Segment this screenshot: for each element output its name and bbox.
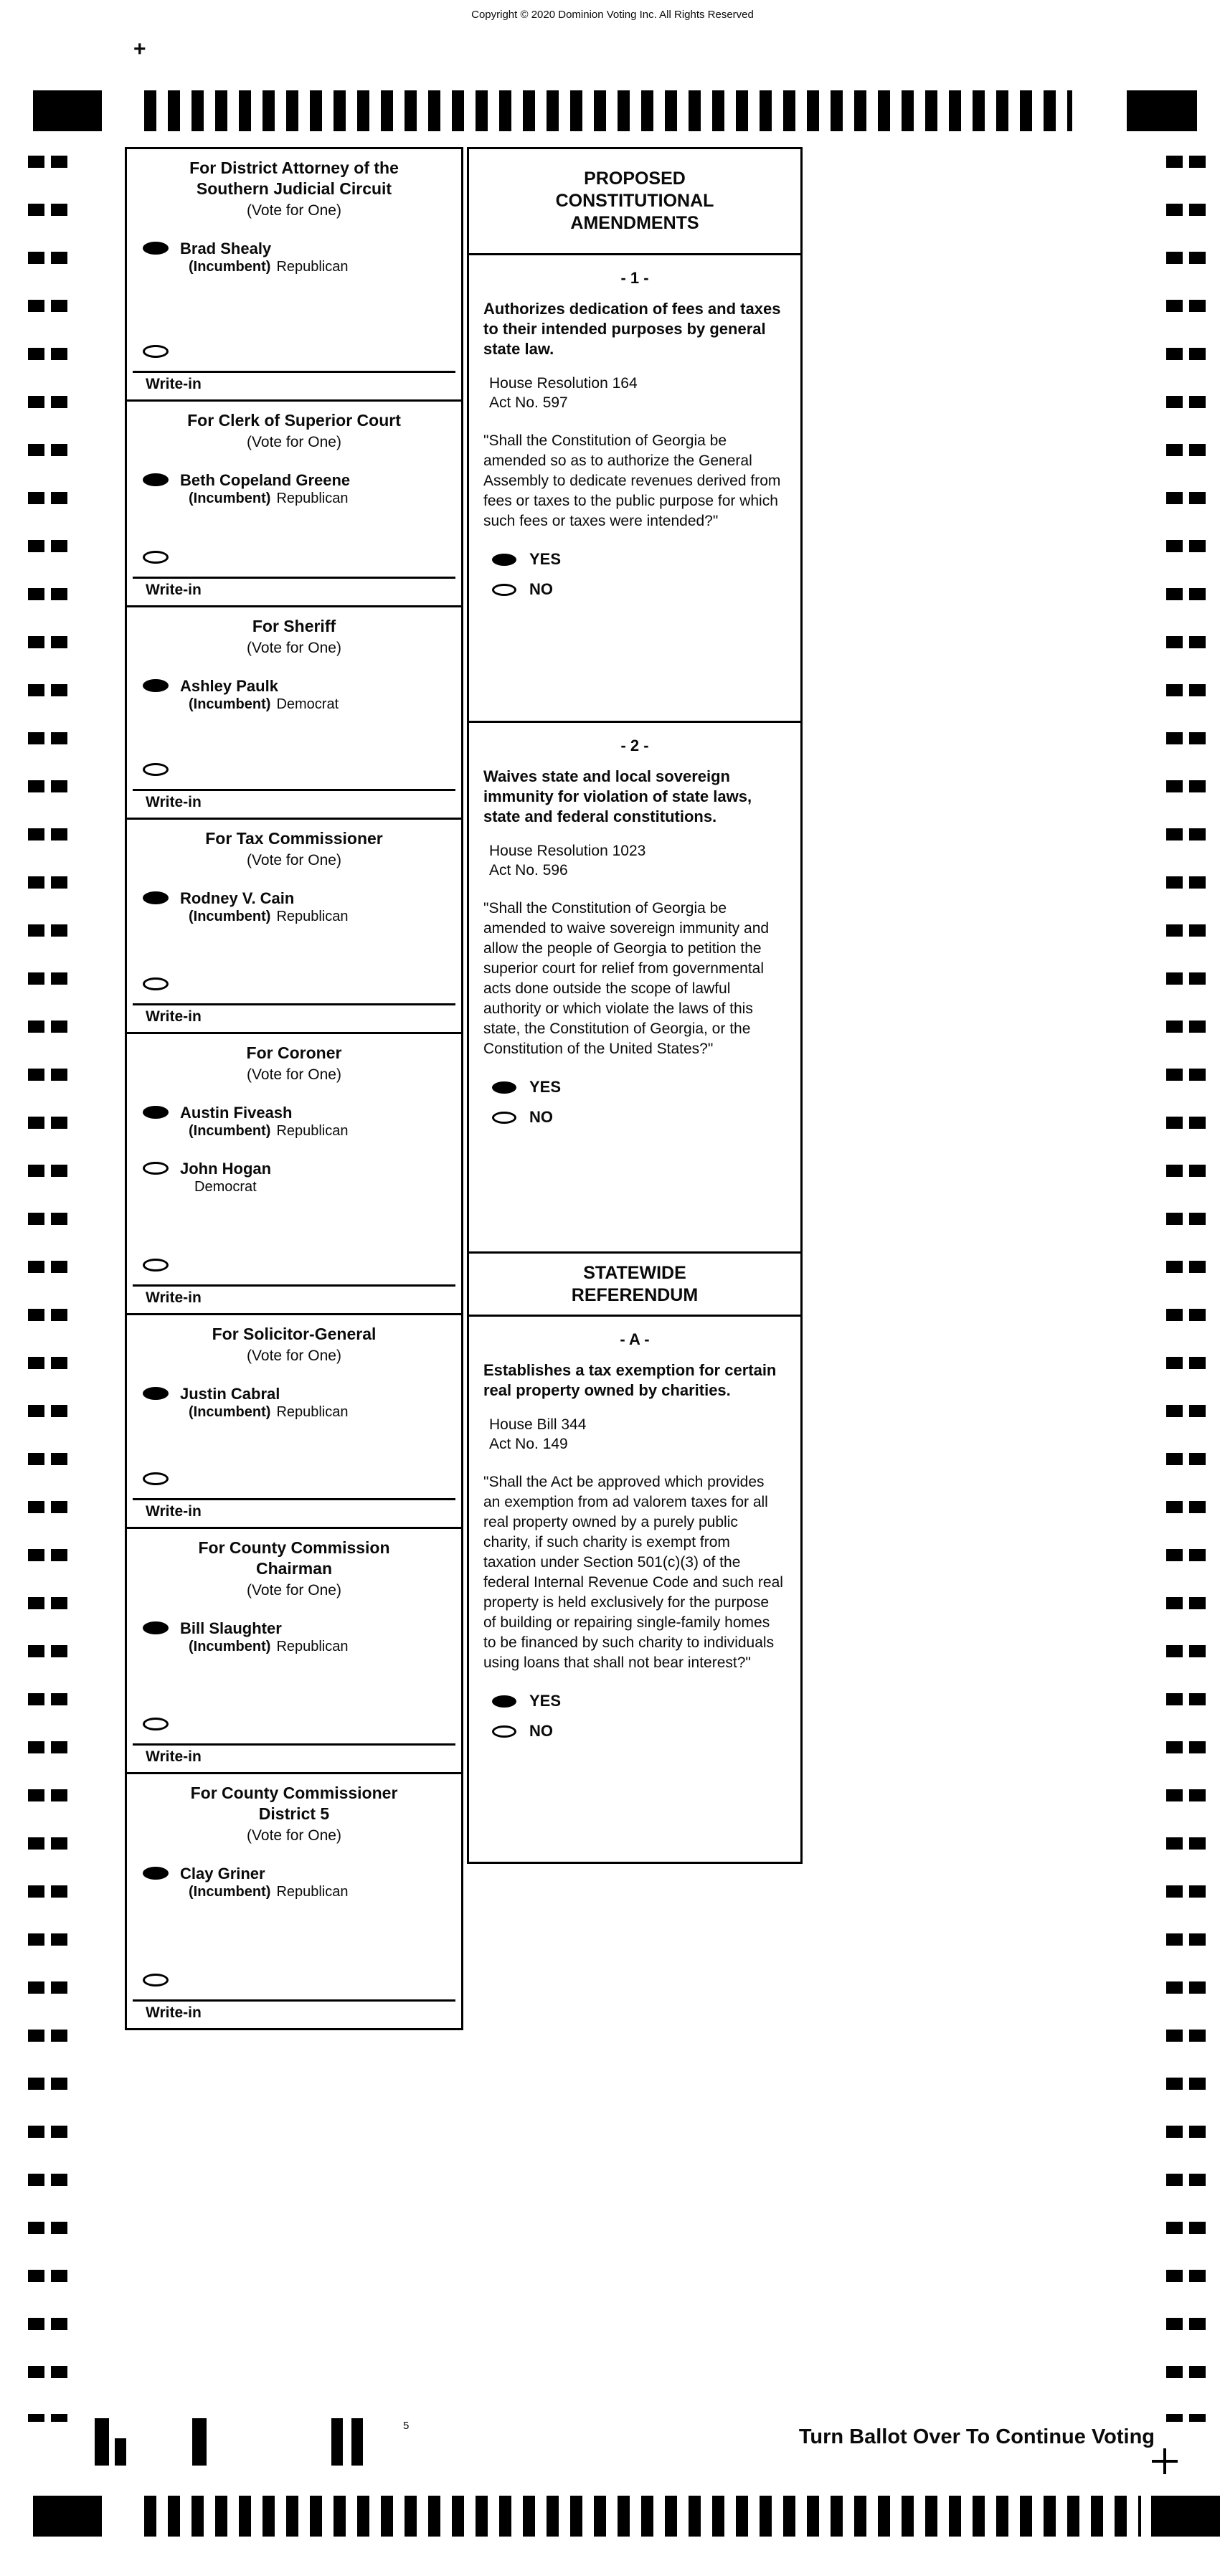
write-in-line: [133, 1743, 455, 1746]
race-title: For District Attorney of the: [189, 158, 399, 177]
candidate-oval[interactable]: [143, 1387, 169, 1400]
write-in-option-row: [143, 1256, 450, 1272]
measure-authority: [489, 1415, 786, 1454]
write-in-label: Write-in: [146, 1008, 202, 1025]
write-in-oval[interactable]: [143, 1259, 169, 1272]
candidate-designation: [180, 1638, 349, 1656]
authority-line-2: Act No. 596: [489, 862, 568, 879]
no-row: [492, 580, 786, 599]
race-title: For County Commission: [198, 1538, 390, 1557]
measure-authority: [489, 841, 786, 880]
vote-for-instruction: (Vote for One): [247, 1582, 341, 1599]
no-row: [492, 1108, 786, 1127]
measure-summary: Waives state and local sovereign immunity for violation of state laws, state and federal constitutions.: [483, 767, 752, 825]
candidate-party: Republican: [276, 1884, 349, 1900]
vote-for-instruction: (Vote for One): [247, 852, 341, 868]
candidate-row: [143, 1619, 450, 1656]
amendment-2-section: [469, 723, 800, 1254]
race-sheriff: [127, 607, 461, 820]
candidate-name: Bill Slaughter: [180, 1619, 282, 1637]
measure-number: - 2 -: [620, 737, 649, 754]
candidate-incumbent-label: (Incumbent): [189, 259, 271, 275]
candidate-info: [180, 1864, 349, 1901]
authority-line-2: Act No. 597: [489, 394, 568, 411]
write-in-option-row: [143, 342, 450, 358]
write-in-line: [133, 371, 455, 373]
candidate-name: John Hogan: [180, 1160, 272, 1178]
candidate-info: [180, 470, 350, 508]
candidate-oval[interactable]: [143, 1867, 169, 1880]
candidate-designation: [180, 1178, 271, 1196]
candidate-row: [143, 239, 450, 276]
race-title: For Sheriff: [252, 617, 336, 635]
yes-label: YES: [529, 550, 562, 568]
stub-mark: [331, 2418, 343, 2466]
race-title: For Coroner: [246, 1043, 342, 1062]
yes-label: YES: [529, 1078, 562, 1096]
write-in-line: [133, 577, 455, 579]
write-in-line: [133, 1284, 455, 1287]
referendum-a-section: [469, 1317, 800, 1862]
write-in-option-row: [143, 975, 450, 990]
no-oval[interactable]: [492, 1725, 516, 1738]
measures-column: [467, 147, 803, 1864]
timing-marks-left-inner: [51, 156, 67, 2422]
candidate-party: Democrat: [194, 1179, 257, 1195]
stub-mark: [115, 2438, 126, 2466]
candidate-row: [143, 1159, 450, 1196]
candidate-designation: [180, 1403, 349, 1421]
candidate-party: Democrat: [276, 696, 339, 712]
write-in-oval[interactable]: [143, 1718, 169, 1730]
race-solicitor-general: [127, 1315, 461, 1529]
measure-question: "Shall the Constitution of Georgia be amended so as to authorize the General Assembly to dedicate revenues derived from fees or taxes to the public purpose for which such fees or taxes were intended?": [483, 432, 781, 529]
measure-number: - A -: [620, 1330, 650, 1348]
candidate-incumbent-label: (Incumbent): [189, 696, 271, 712]
race-title: For Clerk of Superior Court: [187, 411, 401, 430]
measure-number: - 1 -: [620, 269, 649, 287]
vote-for-instruction: (Vote for One): [247, 1827, 341, 1844]
candidate-designation: [180, 908, 349, 926]
yes-row: [492, 1692, 786, 1710]
race-district-attorney: [127, 149, 461, 402]
race-title-line2: District 5: [258, 1804, 330, 1823]
candidate-party: Republican: [276, 491, 349, 506]
write-in-oval[interactable]: [143, 551, 169, 564]
candidate-row: [143, 889, 450, 926]
yes-row: [492, 550, 786, 569]
candidate-designation: [180, 258, 349, 276]
candidate-oval[interactable]: [143, 1162, 169, 1175]
write-in-label: Write-in: [146, 1503, 202, 1520]
yes-oval[interactable]: [492, 554, 516, 566]
yes-row: [492, 1078, 786, 1097]
candidate-oval[interactable]: [143, 679, 169, 692]
timing-marks-bottom: [144, 2496, 1141, 2537]
candidate-info: [180, 1619, 349, 1656]
race-title-line2: Southern Judicial Circuit: [196, 179, 392, 198]
registration-cross-icon: [1152, 2448, 1178, 2474]
copyright-notice: Copyright © 2020 Dominion Voting Inc. All Rights Reserved: [471, 9, 754, 21]
yes-label: YES: [529, 1692, 562, 1710]
write-in-label: Write-in: [146, 1289, 202, 1306]
timing-marks-left-outer: [28, 156, 44, 2422]
write-in-label: Write-in: [146, 2004, 202, 2021]
stub-mark: [192, 2418, 207, 2466]
timing-block-top-left: [33, 90, 102, 131]
timing-marks-top: [144, 90, 1072, 131]
candidate-name: Brad Shealy: [180, 240, 272, 257]
write-in-option-row: [143, 1715, 450, 1730]
race-county-commission-chairman: [127, 1529, 461, 1774]
authority-line-2: Act No. 149: [489, 1436, 568, 1452]
candidate-info: [180, 1159, 271, 1196]
write-in-label: Write-in: [146, 1748, 202, 1765]
vote-for-instruction: (Vote for One): [247, 1348, 341, 1364]
write-in-oval[interactable]: [143, 345, 169, 358]
candidate-incumbent-label: (Incumbent): [189, 491, 271, 506]
amendment-1-section: [469, 255, 800, 723]
stub-digit: 5: [403, 2420, 410, 2432]
write-in-option-row: [143, 1971, 450, 1987]
candidate-party: Republican: [276, 1404, 349, 1420]
candidate-designation: [180, 1122, 349, 1140]
yes-oval[interactable]: [492, 1081, 516, 1094]
timing-block-bottom-left: [33, 2496, 102, 2537]
write-in-oval[interactable]: [143, 763, 169, 776]
yes-oval[interactable]: [492, 1695, 516, 1708]
timing-marks-right-outer: [1189, 156, 1206, 2422]
write-in-oval[interactable]: [143, 1472, 169, 1485]
candidate-row: [143, 470, 450, 508]
write-in-label: Write-in: [146, 376, 202, 392]
write-in-line: [133, 1003, 455, 1005]
turn-ballot-over-instruction: Turn Ballot Over To Continue Voting: [798, 2425, 1155, 2448]
vote-for-instruction: (Vote for One): [247, 640, 341, 656]
race-title: For Solicitor-General: [212, 1325, 377, 1343]
stub-mark: [95, 2418, 109, 2466]
candidate-info: [180, 239, 349, 276]
vote-for-instruction: (Vote for One): [247, 202, 341, 219]
write-in-option-row: [143, 1469, 450, 1485]
timing-block-top-right: [1127, 90, 1197, 131]
measure-summary: Establishes a tax exemption for certain real property owned by charities.: [483, 1361, 777, 1399]
write-in-label: Write-in: [146, 794, 202, 810]
measure-summary: Authorizes dedication of fees and taxes to their intended purposes by general state law.: [483, 300, 781, 358]
write-in-line: [133, 789, 455, 791]
candidate-party: Republican: [276, 909, 349, 924]
contests-column: [125, 147, 463, 2030]
race-title: For County Commissioner: [190, 1784, 398, 1802]
amendments-header-text: PROPOSED CONSTITUTIONAL AMENDMENTS: [555, 169, 714, 233]
candidate-name: Austin Fiveash: [180, 1104, 293, 1122]
candidate-oval[interactable]: [143, 242, 169, 255]
measure-question: "Shall the Act be approved which provides an exemption from ad valorem taxes for all real property owned by a purely public charity, if such charity is exempt from taxation under Section 501(c)(3) of the federal Internal Revenue Code and such real property is held exclusively for the purpose of building or repairing single-family homes to be financed by such charity to individuals using loans that shall not bear interest?": [483, 1474, 783, 1671]
candidate-name: Rodney V. Cain: [180, 889, 295, 907]
candidate-incumbent-label: (Incumbent): [189, 1123, 271, 1139]
write-in-option-row: [143, 548, 450, 564]
candidate-party: Republican: [276, 1123, 349, 1139]
candidate-designation: [180, 696, 339, 714]
candidate-incumbent-label: (Incumbent): [189, 909, 271, 924]
candidate-party: Republican: [276, 1639, 349, 1654]
candidate-oval[interactable]: [143, 1106, 169, 1119]
race-title: For Tax Commissioner: [205, 829, 383, 848]
referendum-header-text: STATEWIDE REFERENDUM: [571, 1262, 699, 1305]
no-row: [492, 1722, 786, 1741]
candidate-incumbent-label: (Incumbent): [189, 1404, 271, 1420]
write-in-line: [133, 1999, 455, 2002]
candidate-name: Beth Copeland Greene: [180, 471, 351, 489]
candidate-designation: [180, 1883, 349, 1901]
candidate-designation: [180, 490, 350, 508]
candidate-row: [143, 1384, 450, 1421]
race-coroner: [127, 1034, 461, 1315]
candidate-incumbent-label: (Incumbent): [189, 1884, 271, 1900]
authority-line-1: House Resolution 1023: [489, 843, 646, 859]
candidate-incumbent-label: (Incumbent): [189, 1639, 271, 1654]
candidate-name: Justin Cabral: [180, 1385, 280, 1403]
timing-block-bottom-right: [1151, 2496, 1220, 2537]
authority-line-1: House Bill 344: [489, 1416, 587, 1433]
registration-cross-vertical: [1163, 2448, 1166, 2474]
measure-question: "Shall the Constitution of Georgia be amended to waive sovereign immunity and allow the people of Georgia to petition the superior court for relief from governmental acts done outside the scope of lawful authority or which violate the laws of this state, the Constitution of Georgia, or the Constitution of the United States?": [483, 900, 770, 1057]
candidate-oval[interactable]: [143, 891, 169, 904]
vote-for-instruction: (Vote for One): [247, 1066, 341, 1083]
write-in-option-row: [143, 760, 450, 776]
candidate-name: Clay Griner: [180, 1865, 265, 1883]
timing-marks-right-inner: [1166, 156, 1183, 2422]
write-in-oval[interactable]: [143, 1974, 169, 1987]
candidate-row: [143, 1864, 450, 1901]
referendum-header: [469, 1254, 800, 1317]
write-in-oval[interactable]: [143, 977, 169, 990]
candidate-oval[interactable]: [143, 473, 169, 486]
candidate-party: Republican: [276, 259, 349, 275]
candidate-info: [180, 889, 349, 926]
race-clerk-superior-court: [127, 402, 461, 607]
measure-authority: [489, 374, 786, 412]
write-in-label: Write-in: [146, 582, 202, 598]
no-label: NO: [529, 1108, 553, 1126]
candidate-info: [180, 1103, 349, 1140]
no-label: NO: [529, 1722, 553, 1740]
candidate-name: Ashley Paulk: [180, 677, 278, 695]
race-title-line2: Chairman: [255, 1559, 333, 1578]
vote-for-instruction: (Vote for One): [247, 434, 341, 450]
no-label: NO: [529, 580, 553, 598]
no-oval[interactable]: [492, 1112, 516, 1124]
candidate-row: [143, 1103, 450, 1140]
no-oval[interactable]: [492, 584, 516, 596]
candidate-row: [143, 676, 450, 714]
candidate-info: [180, 1384, 349, 1421]
authority-line-1: House Resolution 164: [489, 375, 638, 392]
candidate-oval[interactable]: [143, 1621, 169, 1634]
corner-plus-mark: +: [133, 37, 146, 61]
amendments-header: [469, 149, 800, 255]
race-county-commissioner-district-5: [127, 1774, 461, 2028]
write-in-line: [133, 1498, 455, 1500]
candidate-info: [180, 676, 339, 714]
stub-mark: [351, 2418, 363, 2466]
race-tax-commissioner: [127, 820, 461, 1034]
